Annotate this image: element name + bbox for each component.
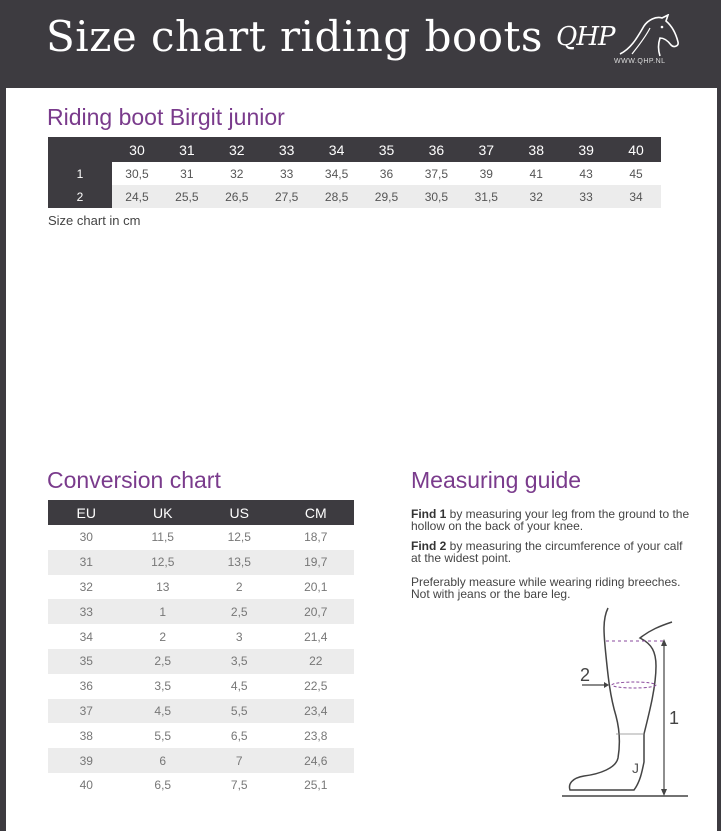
table-row [48,162,661,185]
table-cell: 28,5 [312,185,362,208]
guide-find-1 [411,508,691,532]
table-cell: 6 [125,748,202,773]
measuring-guide-title: Measuring guide [411,467,582,493]
table-cell: 40 [79,778,93,793]
column-header-uk: UK [125,500,202,525]
column-header-eu: EU [48,500,125,525]
table-cell: 21,4 [304,629,328,644]
table-cell: 2 [159,629,167,644]
riding-boot-corner [48,137,112,162]
table-cell: 45 [629,166,643,181]
table-cell: 23,8 [304,728,328,743]
find-1-label: Find 1 [411,507,447,521]
size-header: 38 [511,137,561,162]
horse-head-icon [610,14,682,60]
row-label: 1 [48,162,112,185]
logo-url: WWW.QHP.NL [614,58,666,65]
table-cell: 33 [561,185,611,208]
table-cell: 4,5 [230,679,248,694]
table-cell: 22 [278,649,355,674]
table-cell: 32 [511,185,561,208]
logo-text: QHP [556,22,615,52]
riding-boot-header-row [48,137,661,162]
size-header: 33 [262,137,312,162]
table-cell: 34 [79,629,93,644]
table-cell: 32 [230,166,244,181]
find-2-label: Find 2 [411,539,447,553]
table-cell: 31 [180,166,194,181]
frame-right [717,0,721,831]
table-cell: 39 [479,166,493,181]
find-2-text: by measuring the circumference of your calf at the widest point. [411,539,683,565]
table-row [48,748,354,773]
size-header: 39 [561,137,611,162]
table-row [48,599,354,624]
table-row [48,624,354,649]
table-cell: 5,5 [154,728,172,743]
riding-boot-title: Riding boot Birgit junior [47,104,285,130]
table-cell: 29,5 [362,185,412,208]
table-cell: 7,5 [230,778,248,793]
table-cell: 11,5 [151,530,174,545]
find-1-text: by measuring your leg from the ground to the hollow on the back of your knee. [411,507,690,533]
table-cell: 2 [235,579,243,594]
table-cell: 20,7 [278,599,355,624]
table-row [48,525,354,550]
table-cell: 38 [79,728,93,743]
size-header: 32 [212,137,262,162]
table-cell: 6,5 [230,728,248,743]
table-cell: 20,1 [304,579,328,594]
table-cell: 4,5 [125,699,202,724]
table-cell: 35 [48,649,125,674]
table-cell: 43 [579,166,593,181]
table-cell: 33 [279,166,294,181]
table-row [48,674,354,699]
guide-find-2 [411,540,691,564]
header-bar [0,0,721,88]
table-cell: 34 [611,185,661,208]
table-cell: 22,5 [304,679,328,694]
riding-boot-table [48,137,661,208]
j-label: J [632,760,639,776]
conversion-title: Conversion chart [47,467,221,493]
size-header: 31 [162,137,212,162]
table-cell: 24,5 [112,185,162,208]
table-cell: 30,5 [125,166,149,181]
column-header-us: US [201,500,278,525]
size-header: 36 [411,137,461,162]
table-row [48,723,354,748]
table-cell: 6,5 [154,778,172,793]
guide-note: Preferably measure while wearing riding breeches. Not with jeans or the bare leg. [411,575,681,601]
size-chart-caption: Size chart in cm [48,213,141,228]
table-cell: 31 [48,550,125,575]
table-row [48,550,354,575]
table-cell: 2,5 [125,649,202,674]
table-row [48,773,354,798]
table-cell: 34,5 [324,166,349,181]
table-cell: 25,5 [162,185,212,208]
table-cell: 13 [156,579,170,594]
leg-outline [570,608,672,790]
table-cell: 13,5 [201,550,278,575]
table-cell: 19,7 [278,550,355,575]
table-cell: 2,5 [201,599,278,624]
column-header-cm: CM [278,500,355,525]
table-cell: 41 [529,166,543,181]
table-cell: 39 [48,748,125,773]
size-header: 37 [461,137,511,162]
table-cell: 5,5 [201,699,278,724]
table-cell: 30 [79,530,93,545]
table-cell: 27,5 [262,185,312,208]
conversion-header-row [48,500,354,525]
table-cell: 36 [379,166,394,181]
size-header: 35 [362,137,412,162]
row-label: 2 [48,185,112,208]
table-cell: 26,5 [212,185,262,208]
table-row [48,575,354,600]
size-header: 30 [112,137,162,162]
table-cell: 37 [48,699,125,724]
table-cell: 33 [48,599,125,624]
leg-measurement-illustration [560,606,690,806]
table-cell: 37,5 [424,166,449,181]
table-cell: 23,4 [278,699,355,724]
size-header: 34 [312,137,362,162]
table-row [48,699,354,724]
qhp-logo [552,14,682,70]
page-title: Size chart riding boots [46,12,543,61]
table-cell: 7 [201,748,278,773]
table-cell: 12,5 [227,530,251,545]
table-cell: 18,7 [304,530,328,545]
table-cell: 25,1 [304,778,328,793]
label-1: 1 [669,708,680,728]
table-cell: 24,6 [278,748,355,773]
table-cell: 32 [79,579,93,594]
table-row [48,649,354,674]
table-cell: 3 [235,629,243,644]
table-cell: 3,5 [201,649,278,674]
table-cell: 30,5 [411,185,461,208]
table-cell: 12,5 [125,550,202,575]
label-2: 2 [580,665,591,685]
conversion-table [48,500,354,798]
table-cell: 1 [125,599,202,624]
size-header: 40 [611,137,661,162]
table-row [48,185,661,208]
frame-left [0,0,6,831]
table-cell: 3,5 [154,679,172,694]
table-cell: 31,5 [461,185,511,208]
table-cell: 36 [79,679,93,694]
